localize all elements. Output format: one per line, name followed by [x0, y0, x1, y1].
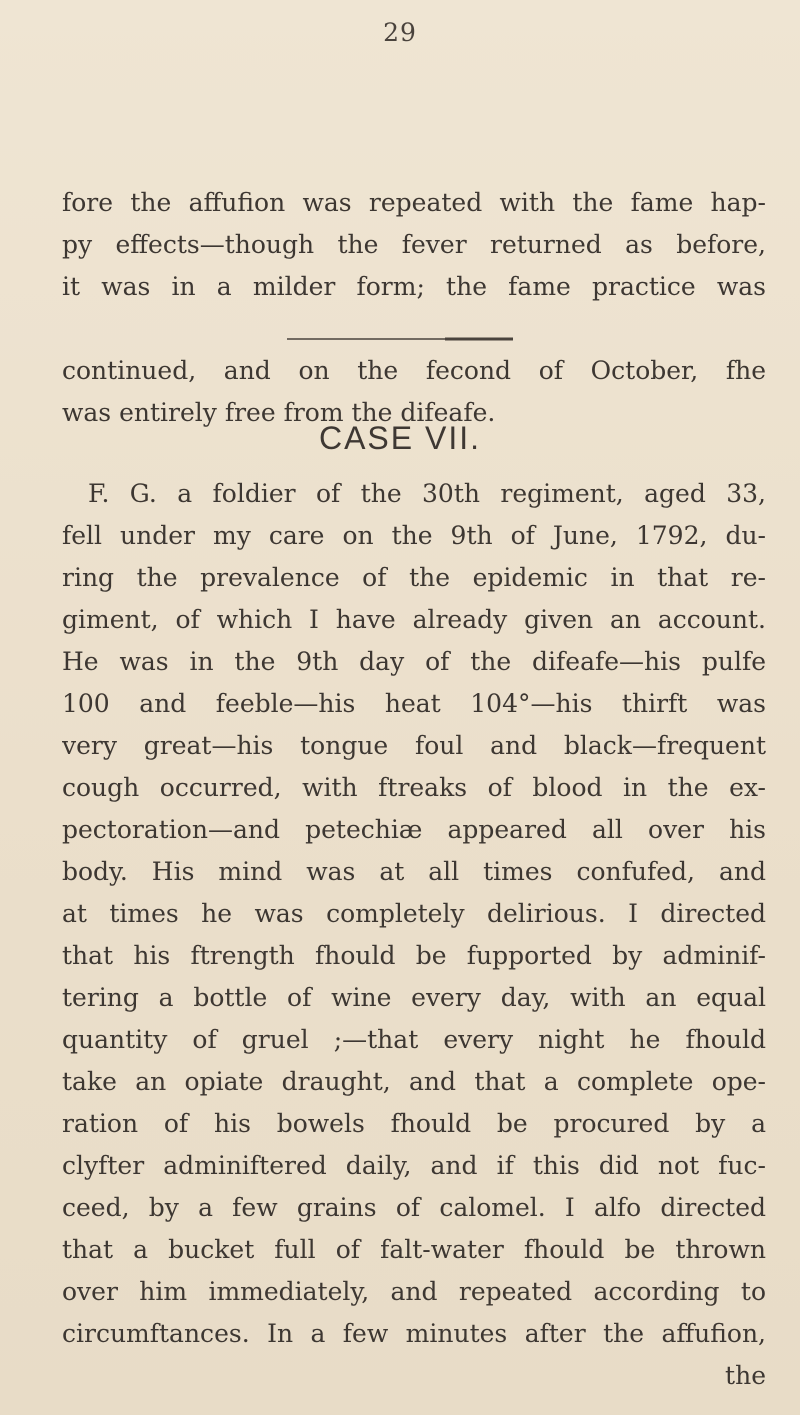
page-number: 29 [383, 18, 417, 47]
text-line: F. G. a foldier of the 30th regiment, aged 33, [88, 479, 766, 508]
text-line: ration of his bowels fhould be procured by a [62, 1109, 766, 1138]
text-line: 100 and feeble—his heat 104°—his thirft was [62, 689, 766, 718]
catchword: the [725, 1361, 766, 1390]
text-line: py effects—though the fever returned as before, [62, 230, 766, 259]
text-line: take an opiate draught, and that a complete ope- [62, 1067, 766, 1096]
text-line: quantity of gruel ;—that every night he fhould [62, 1025, 766, 1054]
text-line: ring the prevalence of the epidemic in that re- [62, 563, 766, 592]
text-line: pectoration—and petechiæ appeared all over his [62, 815, 766, 844]
text-line: fell under my care on the 9th of June, 1792, du- [62, 521, 766, 550]
text-line: it was in a milder form; the fame practice was [62, 272, 766, 301]
text-line: ceed, by a few grains of calomel. I alfo directed [62, 1193, 766, 1222]
text-line: cough occurred, with ftreaks of blood in the ex- [62, 773, 766, 802]
section-divider [285, 335, 515, 343]
section-heading: CASE VII. [318, 420, 482, 456]
text-line: tering a bottle of wine every day, with an equal [62, 983, 766, 1012]
text-line: at times he was completely delirious. I directed [62, 899, 766, 928]
text-line: giment, of which I have already given an account. [62, 605, 766, 634]
text-line: He was in the 9th day of the difeafe—his pulfe [62, 647, 766, 676]
text-line: that a bucket full of falt-water fhould be thrown [62, 1235, 766, 1264]
text-line: continued, and on the fecond of October, fhe [62, 356, 766, 385]
text-line: clyfter adminiftered daily, and if this did not fuc- [62, 1151, 766, 1180]
text-line: very great—his tongue foul and black—frequent [62, 731, 766, 760]
text-line: circumftances. In a few minutes after the affufion, [62, 1319, 766, 1348]
text-line: fore the affufion was repeated with the fame hap- [62, 188, 766, 217]
text-line: body. His mind was at all times confufed, and [62, 857, 766, 886]
text-line: that his ftrength fhould be fupported by adminif- [62, 941, 766, 970]
text-line: was entirely free from the difeafe. [62, 398, 496, 427]
text-line: over him immediately, and repeated according to [62, 1277, 766, 1306]
